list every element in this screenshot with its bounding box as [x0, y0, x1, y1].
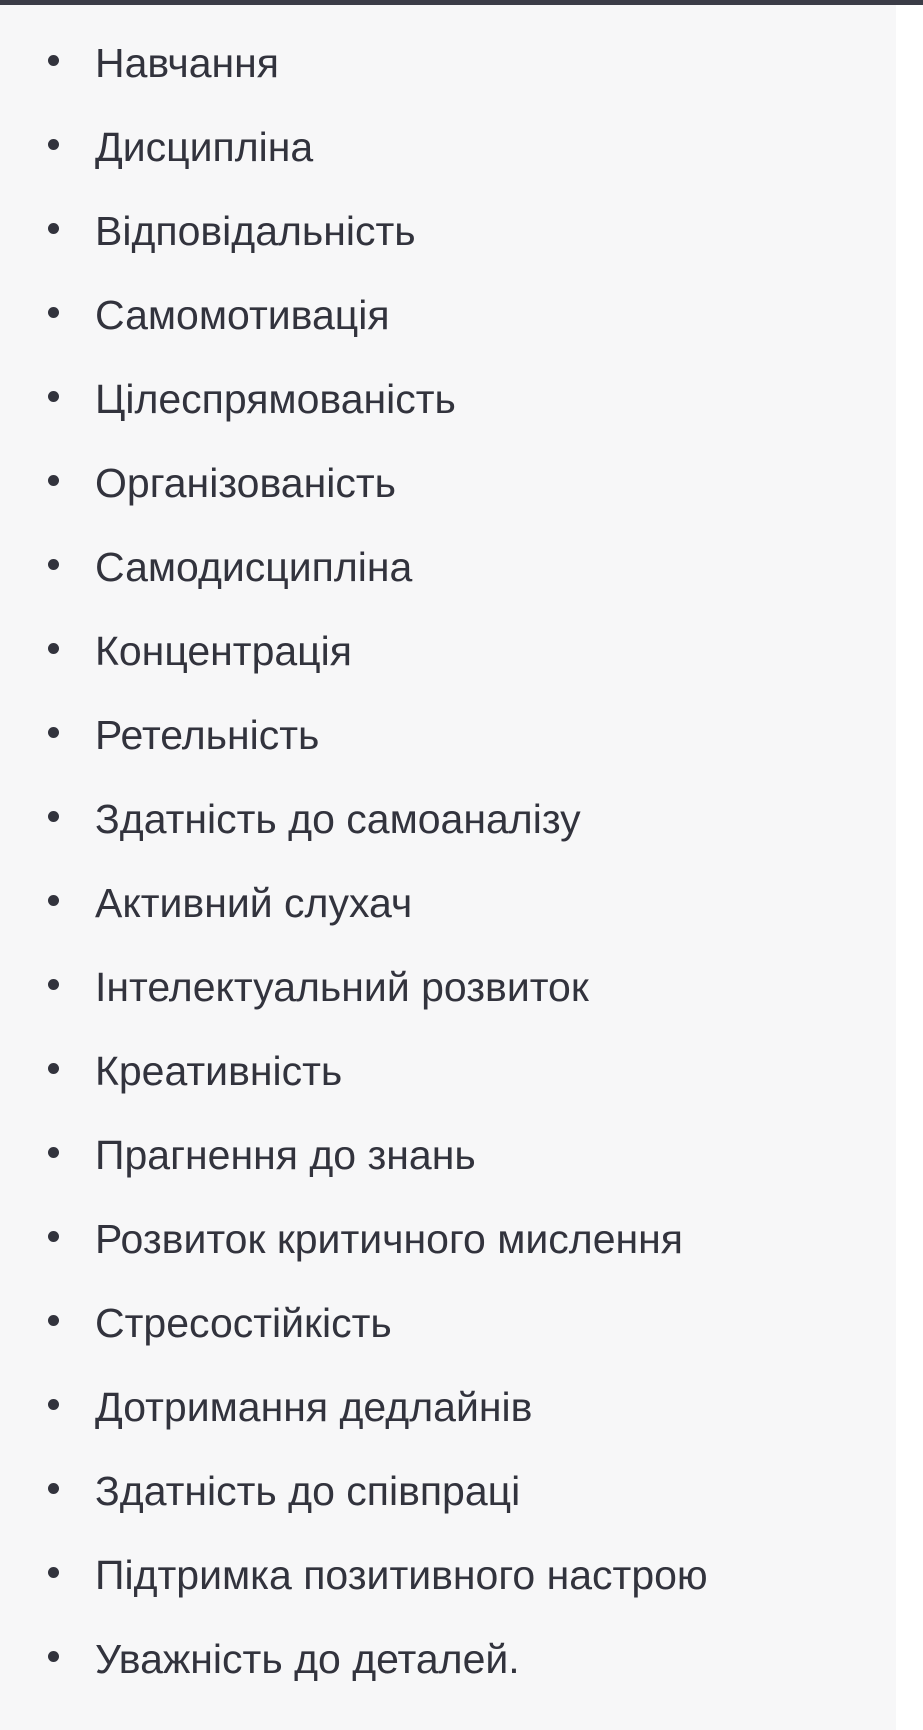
bullet-icon — [48, 55, 59, 66]
list-item — [0, 21, 896, 105]
list-item-text: Прагнення до знань — [95, 1132, 476, 1178]
list-item-text: Цілеспрямованість — [95, 376, 456, 422]
list-item — [0, 1365, 896, 1449]
list-item — [0, 609, 896, 693]
list-item-text: Стресостійкість — [95, 1300, 392, 1346]
list-item-text: Здатність до співпраці — [95, 1468, 521, 1514]
bullet-icon — [48, 1399, 59, 1410]
list-item-text: Навчання — [95, 40, 279, 86]
list-item — [0, 945, 896, 1029]
list-item-text: Здатність до самоаналізу — [95, 796, 581, 842]
list-item — [0, 1617, 896, 1701]
bullet-icon — [48, 1315, 59, 1326]
list-item — [0, 693, 896, 777]
list-item — [0, 273, 896, 357]
list-item — [0, 189, 896, 273]
list-item-text: Активний слухач — [95, 880, 413, 926]
list-item-text: Організованість — [95, 460, 396, 506]
list-item-text: Розвиток критичного мислення — [95, 1216, 683, 1262]
list-item — [0, 1113, 896, 1197]
bullet-icon — [48, 727, 59, 738]
bullet-icon — [48, 895, 59, 906]
list-item-text: Креативність — [95, 1048, 343, 1094]
bullet-icon — [48, 1567, 59, 1578]
list-item — [0, 441, 896, 525]
bullet-list — [0, 21, 896, 1701]
list-item-text: Дисципліна — [95, 124, 314, 170]
list-item — [0, 1449, 896, 1533]
bullet-icon — [48, 1483, 59, 1494]
bullet-icon — [48, 139, 59, 150]
list-item — [0, 1197, 896, 1281]
content-panel — [0, 5, 896, 1730]
bullet-icon — [48, 1063, 59, 1074]
list-item — [0, 1029, 896, 1113]
bullet-icon — [48, 475, 59, 486]
bullet-icon — [48, 1147, 59, 1158]
bullet-icon — [48, 979, 59, 990]
bullet-icon — [48, 559, 59, 570]
bullet-icon — [48, 1231, 59, 1242]
list-item-text: Уважність до деталей. — [95, 1636, 520, 1682]
list-item — [0, 1281, 896, 1365]
list-item-text: Відповідальність — [95, 208, 416, 254]
bullet-icon — [48, 391, 59, 402]
list-item — [0, 777, 896, 861]
list-item-text: Самодисципліна — [95, 544, 413, 590]
bullet-icon — [48, 643, 59, 654]
list-item-text: Концентрація — [95, 628, 352, 674]
list-item-text: Підтримка позитивного настрою — [95, 1552, 708, 1598]
list-item-text: Дотримання дедлайнів — [95, 1384, 533, 1430]
bullet-icon — [48, 1651, 59, 1662]
bullet-icon — [48, 307, 59, 318]
list-item-text: Інтелектуальний розвиток — [95, 964, 589, 1010]
list-item — [0, 105, 896, 189]
list-item — [0, 525, 896, 609]
list-item — [0, 357, 896, 441]
bullet-icon — [48, 223, 59, 234]
list-item-text: Самомотивація — [95, 292, 390, 338]
bullet-icon — [48, 811, 59, 822]
list-item-text: Ретельність — [95, 712, 320, 758]
list-item — [0, 861, 896, 945]
list-item — [0, 1533, 896, 1617]
